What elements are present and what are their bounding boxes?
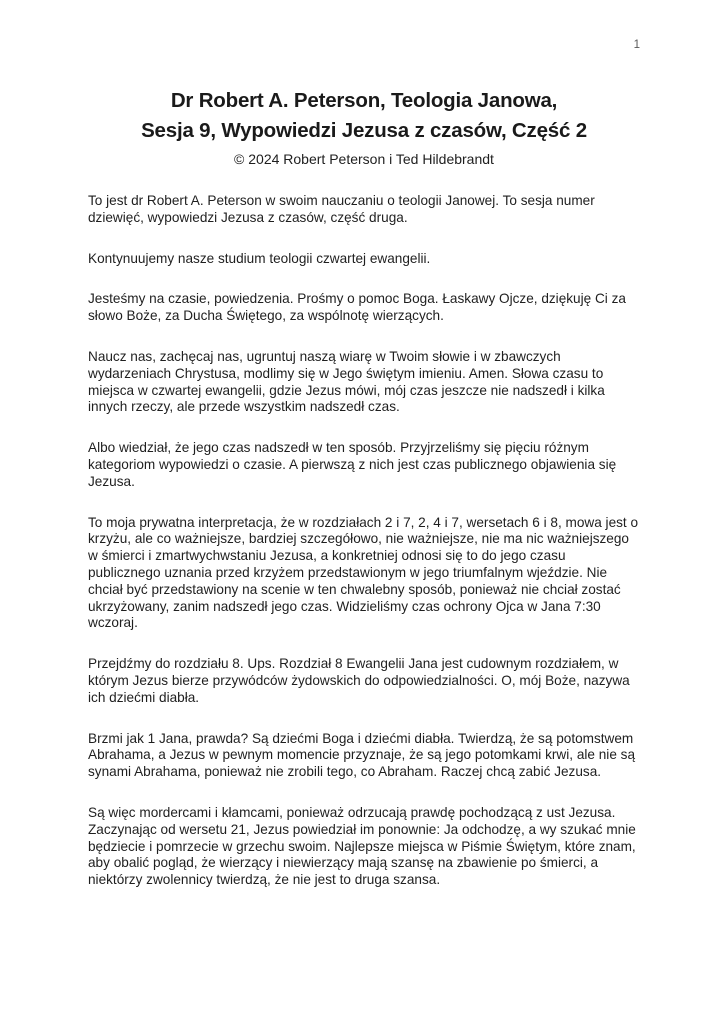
paragraph-murderers-and-liars: Są więc mordercami i kłamcami, ponieważ odrzucają prawdę pochodzącą z ust Jezusa. Zaczynając od wersetu 21, Jezus powiedział im ponownie: Ja odchodzę, a wy szukać mnie będziecie i pomrzecie w grzechu swoim. Najlepsze miejsca w Piśmie Świętym, które znam, aby obalić pogląd, że wierzący i niewierzący mają szansę na zbawienie po śmierci, a niektórzy zwolennicy twierdzą, że nie jest to druga szansa. bbox=[88, 804, 636, 888]
paragraph-prayer-and-time-words: Naucz nas, zachęcaj nas, ugruntuj naszą wiarę w Twoim słowie i w zbawczych wydarzeniach Chrystusa, modlimy się w Jego świętym imieniu. Amen. Słowa czasu to miejsca w czwartej ewangelii, gdzie Jezus mówi, mój czas jeszcze nie nadszedł i kilka innych rzeczy, ale przede wszystkim nadszedł czas. bbox=[88, 348, 605, 415]
paragraph-continuation: Kontynuujemy nasze studium teologii czwartej ewangelii. bbox=[88, 250, 431, 266]
paragraph-prayer-opening: Jesteśmy na czasie, powiedzenia. Prośmy o pomoc Boga. Łaskawy Ojcze, dziękuję Ci za słowo Boże, za Ducha Świętego, za wspólnotę wierzących. bbox=[88, 291, 626, 324]
page-number: 1 bbox=[633, 39, 640, 51]
title-line-2: Sesja 9, Wypowiedzi Jezusa z czasów, Część 2 bbox=[141, 119, 587, 142]
document-content bbox=[88, 86, 640, 889]
paragraph-chapter-8: Przejdźmy do rozdziału 8. Ups. Rozdział 8 Ewangelii Jana jest cudownym rozdziałem, w którym Jezus bierze przywódców żydowskich do odpowiedzialności. O, mój Boże, nazywa ich dziećmi diabła. bbox=[88, 656, 630, 705]
paragraph-children-of-god: Brzmi jak 1 Jana, prawda? Są dziećmi Boga i dziećmi diabła. Twierdzą, że są potomstwem Abrahama, a Jezus w pewnym momencie przyznaje, że są jego potomkami krwi, ale nie są synami Abrahama, ponieważ nie zrobili tego, co Abraham. Raczej chcą zabić Jezusa. bbox=[88, 730, 636, 780]
document-title bbox=[88, 86, 640, 146]
paragraph-private-interpretation: To moja prywatna interpretacja, że w rozdziałach 2 i 7, 2, 4 i 7, wersetach 6 i 8, mowa jest o krzyżu, ale co ważniejsze, bardziej szczegółowo, nie ważniejsze, nie ma nic ważniejszego w śmierci i zmartwychwstaniu Jezusa, a konkretniej odnosi się to do jego czasu publicznego uznania przed krzyżem przedstawionym w jego triumfalnym wjeździe. Nie chciał być przedstawiony na scenie w ten chwalebny sposób, ponieważ nie chciał zostać ukrzyżowany, zanim nadszedł jego czas. Widzieliśmy czas ochrony Ojca w Jana 7:30 wczoraj. bbox=[88, 514, 639, 631]
title-line-1: Dr Robert A. Peterson, Teologia Janowa, bbox=[170, 89, 558, 112]
copyright-line: © 2024 Robert Peterson i Ted Hildebrandt bbox=[234, 151, 494, 167]
paragraph-intro: To jest dr Robert A. Peterson w swoim nauczaniu o teologii Janowej. To sesja numer dziewięć, wypowiedzi Jezusa z czasów, część druga. bbox=[88, 193, 595, 225]
paragraph-five-categories: Albo wiedział, że jego czas nadszedł w ten sposób. Przyjrzeliśmy się pięciu różnym kategoriom wypowiedzi o czasie. A pierwszą z nich jest czas publicznego objawienia się Jezusa. bbox=[88, 440, 617, 489]
